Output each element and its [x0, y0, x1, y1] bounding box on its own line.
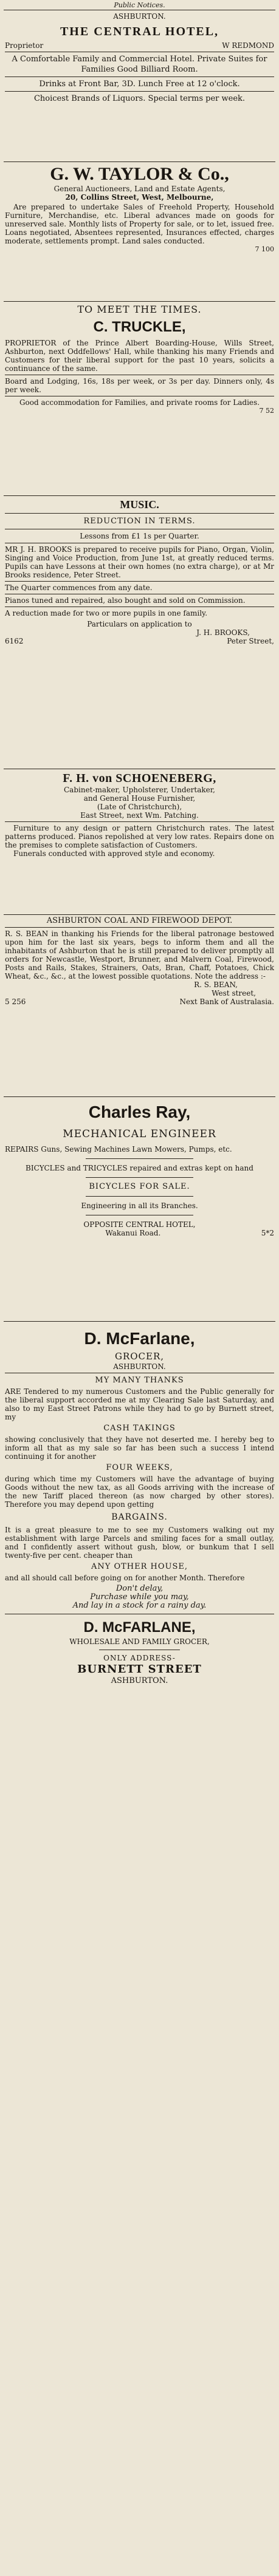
taylor-body: Are prepared to undertake Sales of Freehold Property, Household Furniture, Merchandise, etc. Liberal advances made on goods for unreserved sale. Monthly lists of Property for sale, or to let, issued free. Loans negotiated, Absentees represented, Insurances effected, charges moderate, settlements prompt. Land sales conducted. — [5, 203, 274, 245]
mcfarlane-thanks: MY MANY THANKS — [95, 1376, 184, 1385]
schoeneberg-name: F. H. von SCHOENEBERG, — [63, 772, 216, 785]
mcfarlane-delay: Don't delay, — [115, 1584, 164, 1593]
hotel-brands: Choicest Brands of Liquors. Special terms per week. — [33, 94, 246, 103]
mcfarlane-town: ASHBURTON. — [113, 1362, 166, 1371]
taylor-address: 20, Collins Street, West, Melbourne, — [65, 193, 214, 202]
mcfarlane-body-1: ARE Tendered to my numerous Customers and the Public generally for the liberal support accorded me at my Clearing Sale last Saturday, and also to my East Street Patrons while they had to go by Burnett street, my — [5, 1387, 274, 1421]
bean-street: West street, — [212, 989, 256, 997]
music-ref: 6162 — [5, 637, 24, 645]
music-title: MUSIC. — [120, 498, 159, 511]
mcfarlane-town-2: ASHBURTON. — [111, 1676, 168, 1685]
mcfarlane-purchase: Purchase while you may, — [90, 1592, 189, 1602]
taylor-subtitle: General Auctioneers, Land and Estate Agents, — [53, 185, 226, 193]
schoeneberg-funerals: Funerals conducted with approved style and economy. — [13, 849, 215, 858]
music-reduction: A reduction made for two or more pupils in one family. — [5, 609, 208, 617]
truckle-ad — [4, 302, 275, 496]
ray-opposite: OPPOSITE CENTRAL HOTEL, — [83, 1220, 196, 1229]
music-subtitle: REDUCTION IN TERMS. — [83, 517, 196, 526]
mcfarlane-only: ONLY ADDRESS- — [103, 1654, 176, 1662]
schoeneberg-ad — [4, 769, 275, 915]
bean-ad — [4, 915, 275, 1097]
music-signer: J. H. BROOKS, — [196, 628, 250, 637]
mcfarlane-body-2: showing conclusively that they have not deserted me. I hereby beg to inform all that as my sale so far has been such a success I intend continuing it for another — [5, 1435, 274, 1461]
hotel-proprietor-row — [5, 41, 274, 50]
advert-column — [4, 0, 275, 1977]
truckle-body: PROPRIETOR of the Prince Albert Boarding-House, Wills Street, Ashburton, next Oddfellows' Hall, while thanking his many Friends and Customers for their liberal support for the past 10 years, solicits a continuance of the same. — [5, 339, 274, 373]
proprietor-label: Proprietor — [5, 41, 44, 50]
taylor-ad — [4, 162, 275, 302]
central-hotel-ad — [4, 10, 275, 162]
bean-ref: 5 256 — [5, 997, 26, 1006]
bean-footer — [5, 997, 274, 1006]
mcfarlane-other: ANY OTHER HOUSE, — [91, 1562, 188, 1571]
mcfarlane-trade: GROCER, — [114, 1351, 165, 1362]
music-tuning: Pianos tuned and repaired, also bought and sold on Commission. — [5, 596, 246, 605]
taylor-name: G. W. TAYLOR & Co., — [50, 164, 229, 184]
ray-ref: 5*2 — [261, 1229, 274, 1237]
mcfarlane-cash: CASH TAKINGS — [103, 1424, 176, 1433]
schoeneberg-trade: Cabinet-maker, Upholsterer, Undertaker, — [63, 786, 215, 794]
music-ad — [4, 496, 275, 769]
ray-repairs: REPAIRS Guns, Sewing Machines Lawn Mowers, Pumps, etc. — [5, 1145, 232, 1154]
schoeneberg-body: Furniture to any design or pattern Christchurch rates. The latest patterns produced. Pianos repolished at very low rates. Repairs done on the premises to complete satisfaction of Customers. — [5, 824, 274, 849]
truckle-banner: TO MEET THE TIMES. — [77, 304, 202, 315]
mcfarlane-street: BURNETT STREET — [77, 1663, 202, 1676]
bean-near: Next Bank of Australasia. — [179, 997, 274, 1006]
mcfarlane-wholesale: WHOLESALE AND FAMILY GROCER, — [69, 1637, 210, 1646]
music-quarter: The Quarter commences from any date. — [5, 583, 153, 592]
music-body: MR J. H. BROOKS is prepared to receive pupils for Piano, Organ, Violin, Singing and Voice Production, from June 1st, at greatly reduced terms. Pupils can have Lessons at their own homes (no extra charge), or at Mr Brooks residence, Peter Street. — [5, 545, 274, 579]
hotel-drinks: Drinks at Front Bar, 3D. Lunch Free at 12 o'clock. — [39, 80, 240, 89]
hotel-description: A Comfortable Family and Commercial Hotel. Private Suites for Families Good Billiard Room. — [12, 55, 267, 74]
mcfarlane-bargains: BARGAINS. — [111, 1512, 168, 1522]
truckle-rates: Board and Lodging, 16s, 18s per week, or 3s per day. Dinners only, 4s per week. — [5, 377, 274, 394]
bean-signer: R. S. BEAN, — [194, 980, 238, 989]
mcfarlane-ad — [4, 1322, 275, 1977]
schoeneberg-address: East Street, next Wm. Patching. — [80, 811, 199, 820]
music-particulars: Particulars on application to — [87, 620, 192, 628]
schoeneberg-late: (Late of Christchurch), — [97, 803, 182, 811]
mcfarlane-weeks: FOUR WEEKS, — [106, 1463, 173, 1472]
truckle-rooms: Good accommodation for Families, and private rooms for Ladies. — [19, 398, 260, 407]
music-lessons: Lessons from £1 1s per Quarter. — [80, 532, 199, 540]
ray-name: Charles Ray, — [88, 1103, 191, 1121]
bean-title: ASHBURTON COAL AND FIREWOOD DEPOT. — [46, 916, 233, 925]
mcfarlane-name: D. McFarlane, — [84, 1329, 195, 1348]
hotel-title: THE CENTRAL HOTEL, — [60, 25, 219, 38]
hotel-town: ASHBURTON. — [113, 12, 166, 21]
truckle-ref: 7 52 — [259, 407, 274, 415]
ray-branches: Engineering in all its Branches. — [81, 1201, 198, 1210]
mcfarlane-name-2: D. McFARLANE, — [83, 1619, 196, 1636]
proprietor-name: W REDMOND — [222, 41, 274, 50]
ray-trade: MECHANICAL ENGINEER — [63, 1128, 216, 1140]
truckle-name: C. TRUCKLE, — [93, 319, 186, 335]
mcfarlane-body-4: It is a great pleasure to me to see my Customers walking out my establishment with large Parcels and smiling faces for a small outlay, and I confidently assert without gush, blow, or bunkum that I sell twenty-five per cent. cheaper than — [5, 1526, 274, 1560]
mcfarlane-stock: And lay in a stock for a rainy day. — [72, 1601, 207, 1610]
schoeneberg-trade-2: and General House Furnisher, — [83, 794, 196, 803]
ray-footer — [5, 1229, 274, 1237]
bean-body: R. S. BEAN in thanking his Friends for the liberal patronage bestowed upon him for the last six years, begs to inform them and all the inhabitants of Ashburton that he is still prepared to deliver promptly all orders for Newcastle, Westport, Brunner, and Malvern Coal, Firewood, Posts and Rails, Stakes, Strainers, Oats, Bran, Chaff, Potatoes, Chick Wheat, &c., &c., at the lowest possible quotations. Note the address :- — [5, 929, 274, 980]
mcfarlane-body-5: and all should call before going on for another Month. Therefore — [5, 1574, 245, 1582]
ray-road: Wakanui Road. — [105, 1229, 161, 1237]
ray-bicycles: BICYCLES and TRICYCLES repaired and extras kept on hand — [26, 1164, 253, 1172]
music-street: Peter Street, — [227, 637, 274, 645]
music-footer — [5, 637, 274, 645]
ray-ad — [4, 1097, 275, 1322]
taylor-ref: 7 100 — [255, 245, 274, 253]
mcfarlane-body-3: during which time my Customers will have the advantage of buying Goods without the new tax, as all Goods arriving with the increase of the new Tariff placed thereon (as now charged by other stores). Therefore you may depend upon getting — [5, 1475, 274, 1509]
section-heading: Public Notices. — [4, 0, 275, 10]
ray-sale: BICYCLES FOR SALE. — [89, 1182, 190, 1191]
